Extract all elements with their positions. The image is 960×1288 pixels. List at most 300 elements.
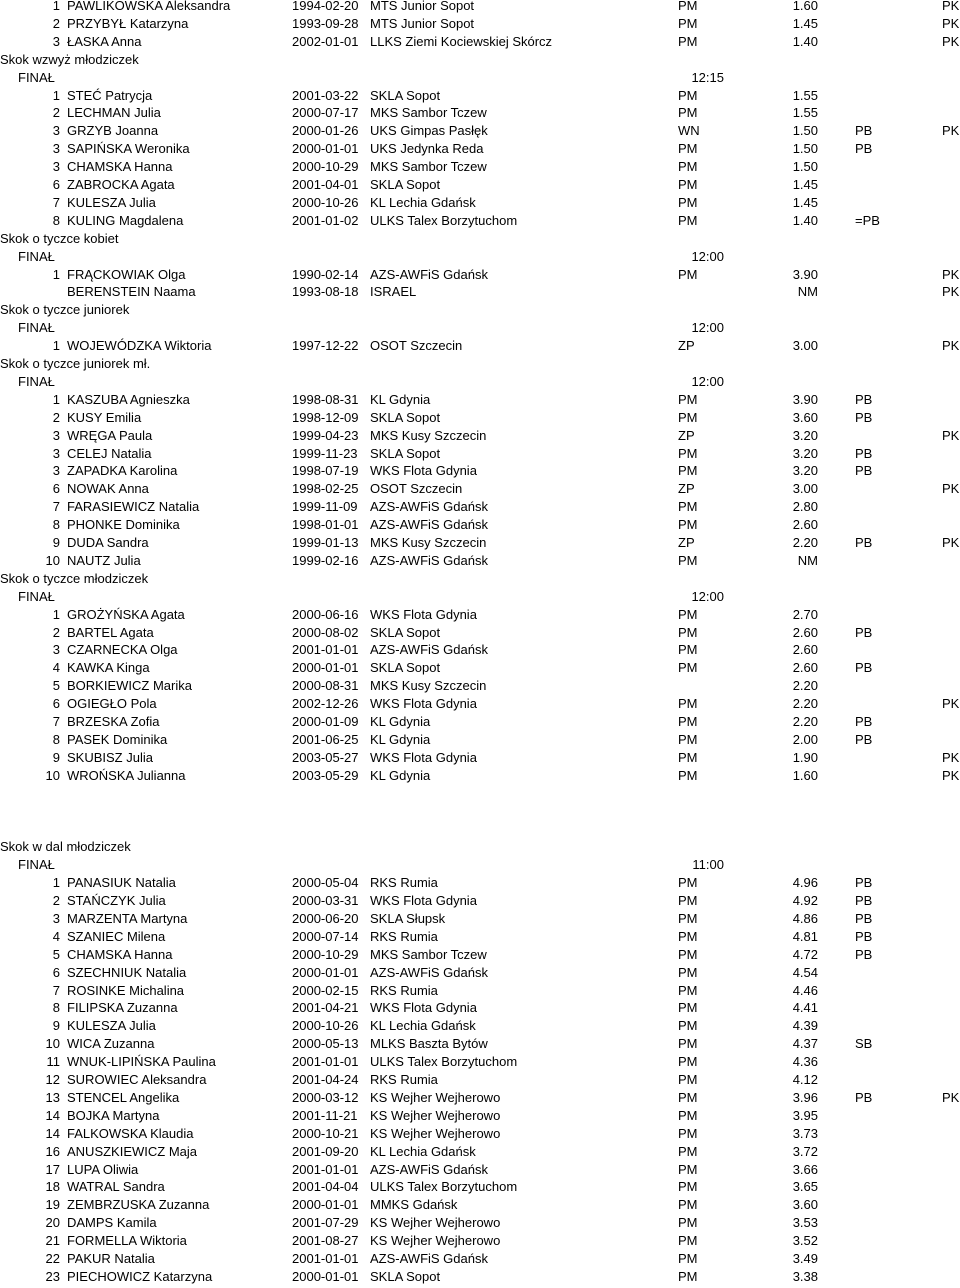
club-name: MTS Junior Sopot (370, 15, 475, 31)
result-value: 3.52 (792, 1233, 818, 1249)
athlete-name: SZANIEC Milena (67, 928, 166, 944)
place-cell: 1 (52, 606, 60, 622)
birth-date: 2001-11-21 (292, 1107, 358, 1123)
birth-date: 2000-10-26 (292, 1018, 359, 1034)
club-name: AZS-AWFiS Gdańsk (370, 642, 488, 658)
result-value: 2.20 (792, 678, 818, 694)
region-code: PM (678, 409, 698, 425)
athlete-name: PHONKE Dominika (67, 517, 180, 533)
classification: PK (942, 767, 960, 783)
club-name: RKS Rumia (370, 875, 438, 891)
region-code: PM (678, 1268, 698, 1284)
birth-date: 1999-11-23 (292, 445, 358, 461)
result-row (0, 928, 960, 946)
result-row (0, 624, 960, 642)
athlete-name: KUSY Emilia (67, 409, 142, 425)
record-note: PB (855, 123, 873, 139)
result-row (0, 140, 960, 158)
place-cell: 7 (52, 194, 60, 210)
athlete-name: PASEK Dominika (67, 731, 168, 747)
birth-date: 1998-07-19 (292, 463, 359, 479)
spacer (0, 785, 960, 803)
athlete-name: KASZUBA Agnieszka (67, 391, 190, 407)
athlete-name: NAUTZ Julia (67, 552, 141, 568)
result-row (0, 516, 960, 534)
athlete-name: BERENSTEIN Naama (67, 284, 196, 300)
athlete-name: CHAMSKA Hanna (67, 946, 173, 962)
place-cell: 5 (52, 946, 60, 962)
final-label: FINAŁ (18, 588, 55, 604)
result-row (0, 606, 960, 624)
place-cell: 2 (52, 409, 60, 425)
final-time: 12:00 (691, 320, 724, 336)
final-header (0, 319, 960, 337)
result-value: 2.00 (792, 731, 818, 747)
region-code: PM (678, 1018, 698, 1034)
club-name: SKLA Słupsk (370, 910, 446, 926)
place-cell: 16 (45, 1143, 60, 1159)
region-code: PM (678, 1000, 698, 1016)
result-value: 4.46 (792, 982, 818, 998)
result-value: 4.37 (792, 1036, 818, 1052)
club-name: KL Lechia Gdańsk (370, 1143, 476, 1159)
result-value: 3.38 (792, 1268, 818, 1284)
region-code: PM (678, 15, 698, 31)
athlete-name: PRZYBYŁ Katarzyna (67, 15, 189, 31)
result-value: 1.50 (792, 159, 818, 175)
athlete-name: SZECHNIUK Natalia (67, 964, 187, 980)
region-code: PM (678, 1251, 698, 1266)
place-cell: 3 (52, 642, 60, 658)
place-cell: 3 (52, 910, 60, 926)
region-code: PM (678, 642, 698, 658)
result-row (0, 1143, 960, 1161)
birth-date: 2000-06-20 (292, 910, 359, 926)
region-code: PM (678, 87, 698, 103)
region-code: PM (678, 1054, 698, 1070)
result-value: 1.55 (792, 87, 818, 103)
club-name: LLKS Ziemi Kociewskiej Skórcz (370, 33, 553, 49)
birth-date: 2000-10-21 (292, 1125, 359, 1141)
result-row (0, 1214, 960, 1232)
classification: PK (942, 0, 960, 13)
club-name: ULKS Talex Borzytuchom (370, 1179, 518, 1195)
place-cell: 2 (52, 105, 60, 121)
club-name: WKS Flota Gdynia (370, 1000, 477, 1016)
place-cell: 10 (45, 1036, 60, 1052)
club-name: KL Gdynia (370, 714, 431, 729)
club-name: MKS Sambor Tczew (370, 159, 487, 175)
athlete-name: STAŃCZYK Julia (67, 893, 166, 908)
club-name: ULKS Talex Borzytuchom (370, 212, 518, 228)
birth-date: 1993-09-28 (292, 15, 359, 31)
record-note: PB (855, 624, 873, 640)
athlete-name: FARASIEWICZ Natalia (67, 499, 200, 515)
classification: PK (942, 284, 960, 300)
birth-date: 1998-01-01 (292, 517, 359, 533)
final-time: 12:00 (691, 248, 724, 264)
event-header (0, 301, 960, 319)
result-row (0, 999, 960, 1017)
club-name: AZS-AWFiS Gdańsk (370, 499, 488, 515)
result-row (0, 391, 960, 409)
club-name: MMKS Gdańsk (370, 1197, 458, 1213)
region-code: PM (678, 1089, 698, 1105)
region-code: PM (678, 875, 698, 891)
club-name: MKS Kusy Szczecin (370, 427, 487, 443)
birth-date: 2000-01-26 (292, 123, 359, 139)
result-value: 3.60 (792, 1197, 818, 1213)
athlete-name: CELEJ Natalia (67, 445, 152, 461)
club-name: KL Lechia Gdańsk (370, 194, 476, 210)
result-row (0, 552, 960, 570)
event-header (0, 51, 960, 69)
place-cell: 1 (52, 87, 60, 103)
club-name: KS Wejher Wejherowo (370, 1107, 501, 1123)
birth-date: 2000-10-29 (292, 159, 359, 175)
place-cell: 3 (52, 33, 60, 49)
athlete-name: CZARNECKA Olga (67, 642, 178, 658)
athlete-name: CHAMSKA Hanna (67, 159, 173, 175)
result-value: 2.60 (792, 642, 818, 658)
event-header (0, 838, 960, 856)
club-name: AZS-AWFiS Gdańsk (370, 1251, 488, 1266)
region-code: PM (678, 194, 698, 210)
club-name: MKS Sambor Tczew (370, 105, 487, 121)
result-value: 2.20 (792, 696, 818, 712)
result-value: 3.00 (792, 338, 818, 354)
birth-date: 2000-01-01 (292, 1268, 359, 1284)
place-cell: 14 (45, 1125, 60, 1141)
result-value: 3.90 (792, 266, 818, 282)
result-row (0, 266, 960, 284)
birth-date: 2003-05-29 (292, 767, 359, 783)
result-row (0, 659, 960, 677)
result-row (0, 87, 960, 105)
result-row (0, 1268, 960, 1286)
birth-date: 2001-04-21 (292, 1000, 359, 1016)
result-row (0, 1250, 960, 1268)
athlete-name: KULESZA Julia (67, 194, 156, 210)
result-value: 1.45 (792, 194, 818, 210)
region-code: PM (678, 463, 698, 479)
birth-date: 2000-05-13 (292, 1036, 359, 1052)
result-row (0, 1107, 960, 1125)
club-name: WKS Flota Gdynia (370, 696, 477, 712)
place-cell: 22 (45, 1251, 60, 1266)
region-code: PM (678, 606, 698, 622)
result-value: 1.40 (792, 33, 818, 49)
classification: PK (942, 33, 960, 49)
region-code: PM (678, 1233, 698, 1249)
club-name: AZS-AWFiS Gdańsk (370, 964, 488, 980)
place-cell: 3 (52, 159, 60, 175)
region-code: ZP (678, 535, 695, 550)
athlete-name: KULING Magdalena (67, 212, 184, 228)
place-cell: 2 (52, 893, 60, 908)
place-cell: 7 (52, 499, 60, 515)
result-row (0, 1035, 960, 1053)
place-cell: 9 (52, 535, 60, 550)
birth-date: 2000-01-01 (292, 964, 359, 980)
region-code: PM (678, 1143, 698, 1159)
birth-date: 2001-04-24 (292, 1072, 359, 1087)
birth-date: 1998-02-25 (292, 481, 359, 497)
place-cell: 8 (52, 212, 60, 228)
result-row (0, 946, 960, 964)
region-code: PM (678, 445, 698, 461)
result-value: 4.41 (792, 1000, 818, 1016)
club-name: MKS Kusy Szczecin (370, 678, 487, 694)
athlete-name: PIECHOWICZ Katarzyna (67, 1268, 213, 1284)
birth-date: 2000-03-31 (292, 893, 359, 908)
classification: PK (942, 696, 960, 712)
region-code: PM (678, 33, 698, 49)
birth-date: 1999-02-16 (292, 552, 359, 568)
place-cell: 6 (52, 696, 60, 712)
final-time: 12:15 (691, 69, 724, 85)
club-name: AZS-AWFiS Gdańsk (370, 517, 488, 533)
record-note: PB (855, 445, 873, 461)
region-code: PM (678, 767, 698, 783)
club-name: RKS Rumia (370, 1072, 438, 1087)
birth-date: 2000-01-09 (292, 714, 359, 729)
region-code: PM (678, 714, 698, 729)
region-code: PM (678, 1125, 698, 1141)
result-value: 4.92 (792, 893, 818, 908)
birth-date: 2001-06-25 (292, 731, 359, 747)
result-value: 4.96 (792, 875, 818, 891)
region-code: PM (678, 1197, 698, 1213)
athlete-name: WICA Zuzanna (67, 1036, 155, 1052)
place-cell: 6 (52, 177, 60, 192)
birth-date: 2000-03-12 (292, 1089, 359, 1105)
athlete-name: ZAPADKA Karolina (67, 463, 178, 479)
place-cell: 8 (52, 731, 60, 747)
place-cell: 13 (45, 1089, 60, 1105)
result-row (0, 1161, 960, 1179)
club-name: KL Gdynia (370, 391, 431, 407)
event-title: Skok o tyczce kobiet (0, 230, 119, 246)
birth-date: 2003-05-27 (292, 749, 359, 765)
region-code: PM (678, 928, 698, 944)
athlete-name: STEĆ Patrycja (67, 87, 153, 103)
result-row (0, 104, 960, 122)
place-cell: 11 (46, 1054, 60, 1070)
club-name: WKS Flota Gdynia (370, 893, 477, 908)
club-name: KS Wejher Wejherowo (370, 1233, 501, 1249)
classification: PK (942, 1089, 960, 1105)
club-name: UKS Jedynka Reda (370, 141, 484, 157)
region-code: PM (678, 499, 698, 515)
place-cell: 4 (52, 928, 60, 944)
result-row (0, 409, 960, 427)
athlete-name: FALKOWSKA Klaudia (67, 1125, 194, 1141)
birth-date: 2002-01-01 (292, 33, 359, 49)
athlete-name: BRZESKA Zofia (67, 714, 160, 729)
result-row (0, 534, 960, 552)
final-label: FINAŁ (18, 248, 55, 264)
result-row (0, 677, 960, 695)
result-value: 1.50 (792, 141, 818, 157)
club-name: KS Wejher Wejherowo (370, 1089, 501, 1105)
record-note: =PB (855, 212, 880, 228)
region-code: PM (678, 1179, 698, 1195)
place-cell: 1 (52, 391, 60, 407)
result-row (0, 1178, 960, 1196)
result-row (0, 283, 960, 301)
result-value: 2.70 (792, 606, 818, 622)
result-row (0, 874, 960, 892)
place-cell: 6 (52, 964, 60, 980)
place-cell: 3 (52, 445, 60, 461)
place-cell: 1 (52, 0, 60, 13)
place-cell: 2 (52, 15, 60, 31)
athlete-name: ZEMBRZUSKA Zuzanna (67, 1197, 210, 1213)
result-row (0, 695, 960, 713)
final-time: 12:00 (691, 373, 724, 389)
club-name: WKS Flota Gdynia (370, 606, 477, 622)
birth-date: 1998-08-31 (292, 391, 359, 407)
result-row (0, 982, 960, 1000)
final-header (0, 69, 960, 87)
place-cell: 23 (45, 1268, 60, 1284)
result-row (0, 1232, 960, 1250)
region-code: PM (678, 1107, 698, 1123)
result-value: 1.50 (792, 123, 818, 139)
birth-date: 2000-08-31 (292, 678, 359, 694)
event-header (0, 230, 960, 248)
result-value: 1.60 (792, 767, 818, 783)
birth-date: 1999-04-23 (292, 427, 359, 443)
spacer (0, 820, 960, 838)
region-code: PM (678, 946, 698, 962)
classification: PK (942, 15, 960, 31)
event-title: Skok o tyczce juniorek mł. (0, 356, 151, 371)
region-code: PM (678, 391, 698, 407)
result-value: 4.39 (792, 1018, 818, 1034)
birth-date: 2001-04-04 (292, 1179, 359, 1195)
result-row (0, 498, 960, 516)
result-row (0, 641, 960, 659)
final-label: FINAŁ (18, 69, 55, 85)
result-value: 2.80 (792, 499, 818, 515)
athlete-name: PAWLIKOWSKA Aleksandra (67, 0, 231, 13)
athlete-name: OGIEGŁO Pola (67, 696, 157, 712)
club-name: OSOT Szczecin (370, 481, 463, 497)
place-cell: 1 (52, 266, 60, 282)
result-row (0, 713, 960, 731)
athlete-name: SKUBISZ Julia (67, 749, 153, 765)
result-value: 4.54 (792, 964, 818, 980)
club-name: RKS Rumia (370, 982, 438, 998)
club-name: SKLA Sopot (370, 624, 441, 640)
athlete-name: FILIPSKA Zuzanna (67, 1000, 178, 1016)
club-name: WKS Flota Gdynia (370, 463, 477, 479)
place-cell: 10 (45, 767, 60, 783)
birth-date: 1997-12-22 (292, 338, 359, 354)
athlete-name: SAPIŃSKA Weronika (67, 141, 190, 157)
place-cell: 20 (45, 1215, 60, 1231)
place-cell: 5 (52, 678, 60, 694)
club-name: ULKS Talex Borzytuchom (370, 1054, 518, 1070)
place-cell: 21 (45, 1233, 60, 1249)
result-value: 1.45 (792, 177, 818, 192)
birth-date: 2000-07-17 (292, 105, 359, 121)
region-code: PM (678, 1036, 698, 1052)
region-code: PM (678, 517, 698, 533)
athlete-name: WNUK-LIPIŃSKA Paulina (67, 1054, 216, 1070)
region-code: PM (678, 1215, 698, 1231)
club-name: KS Wejher Wejherowo (370, 1215, 501, 1231)
club-name: SKLA Sopot (370, 660, 441, 676)
result-value: 1.60 (792, 0, 818, 13)
athlete-name: FORMELLA Wiktoria (67, 1233, 187, 1249)
athlete-name: WATRAL Sandra (67, 1179, 165, 1195)
result-value: 4.72 (792, 946, 818, 962)
birth-date: 2000-08-02 (292, 624, 359, 640)
birth-date: 2001-07-29 (292, 1215, 359, 1231)
region-code: ZP (678, 481, 695, 497)
place-cell: 2 (52, 624, 60, 640)
result-value: 1.55 (792, 105, 818, 121)
birth-date: 2001-08-27 (292, 1233, 359, 1249)
event-header (0, 355, 960, 373)
result-row (0, 427, 960, 445)
place-cell: 3 (52, 141, 60, 157)
record-note: PB (855, 463, 873, 479)
result-value: 3.20 (792, 445, 818, 461)
result-row (0, 158, 960, 176)
birth-date: 1994-02-20 (292, 0, 359, 13)
event-header (0, 570, 960, 588)
result-row (0, 194, 960, 212)
athlete-name: KAWKA Kinga (67, 660, 150, 676)
athlete-name: ROSINKE Michalina (67, 982, 185, 998)
birth-date: 2000-05-04 (292, 875, 359, 891)
athlete-name: MARZENTA Martyna (67, 910, 188, 926)
region-code: PM (678, 141, 698, 157)
club-name: KL Gdynia (370, 731, 431, 747)
result-value: 1.40 (792, 212, 818, 228)
birth-date: 2000-06-16 (292, 606, 359, 622)
club-name: SKLA Sopot (370, 1268, 441, 1284)
place-cell: 19 (45, 1197, 60, 1213)
region-code: PM (678, 624, 698, 640)
result-row (0, 445, 960, 463)
place-cell: 3 (52, 123, 60, 139)
result-value: 3.90 (792, 391, 818, 407)
record-note: PB (855, 535, 873, 550)
result-row (0, 731, 960, 749)
club-name: KS Wejher Wejherowo (370, 1125, 501, 1141)
result-row (0, 910, 960, 928)
club-name: SKLA Sopot (370, 445, 441, 461)
result-value: 3.72 (792, 1143, 818, 1159)
athlete-name: ANUSZKIEWICZ Maja (67, 1143, 198, 1159)
athlete-name: BARTEL Agata (67, 624, 154, 640)
result-value: 3.20 (792, 427, 818, 443)
record-note: PB (855, 731, 873, 747)
result-value: 3.49 (792, 1251, 818, 1266)
athlete-name: WRĘGA Paula (67, 427, 153, 443)
birth-date: 2001-09-20 (292, 1143, 359, 1159)
event-title: Skok wzwyż młodziczek (0, 51, 139, 67)
result-row (0, 892, 960, 910)
athlete-name: WOJEWÓDZKA Wiktoria (67, 338, 212, 354)
result-value: 2.20 (792, 535, 818, 550)
club-name: AZS-AWFiS Gdańsk (370, 266, 488, 282)
